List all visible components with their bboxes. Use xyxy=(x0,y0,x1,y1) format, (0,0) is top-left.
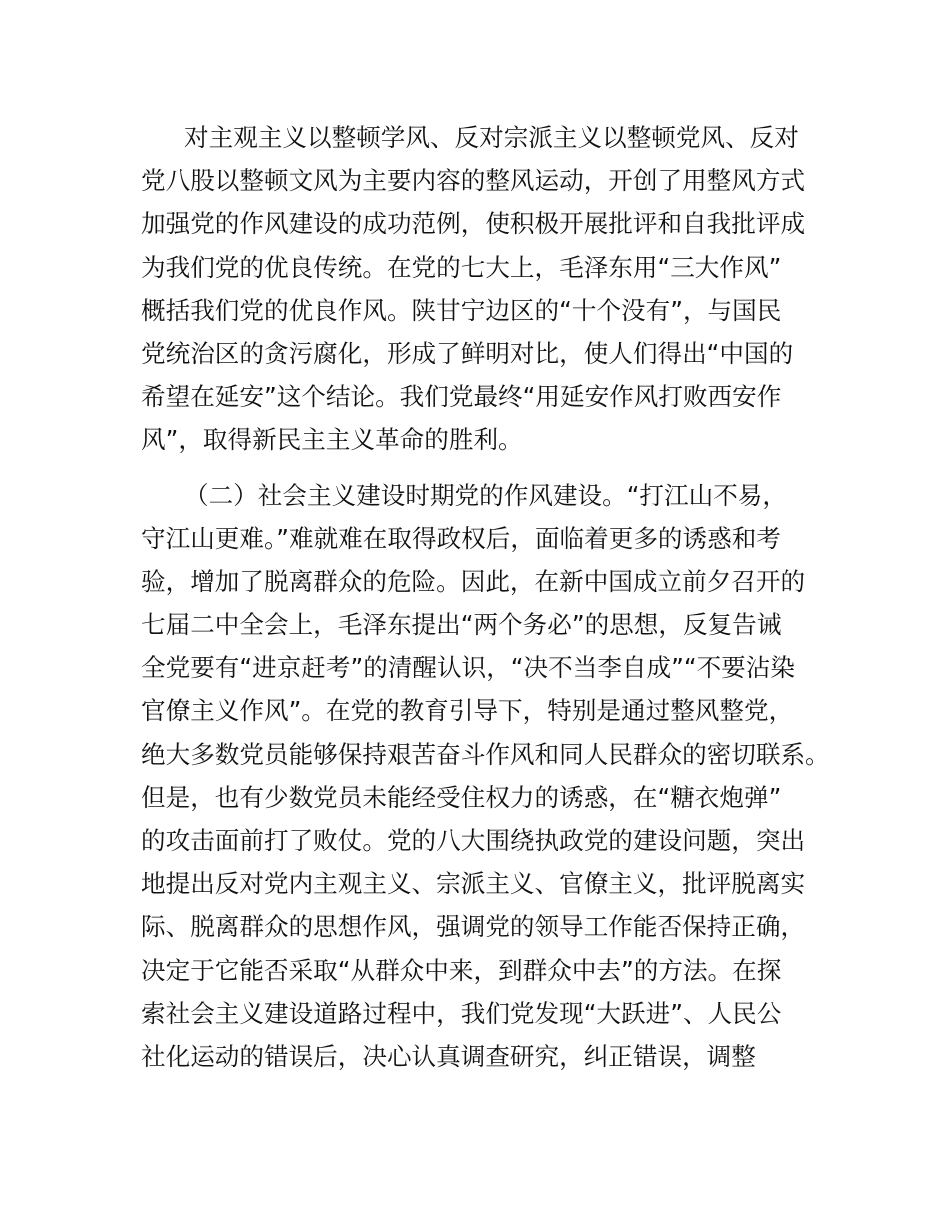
paragraph-line: 加强党的作风建设的成功范例，使积极开展批评和自我批评成 xyxy=(141,209,806,239)
paragraph-2 xyxy=(141,474,841,1079)
paragraph-line: 际、脱离群众的思想作风，强调党的领导工作能否保持正确， xyxy=(141,912,806,942)
paragraph-line: 守江山更难。”难就难在取得政权后，面临着更多的诱惑和考 xyxy=(141,523,781,553)
paragraph-line: （二）社会主义建设时期党的作风建设。“打江山不易， xyxy=(184,480,787,510)
paragraph-line: 的攻击面前打了败仗。党的八大围绕执政党的建设问题，突出 xyxy=(141,826,806,855)
paragraph-line: 希望在延安”这个结论。我们党最终“用延安作风打败西安作 xyxy=(141,382,782,412)
paragraph-line: 对主观主义以整顿学风、反对宗派主义以整顿党风、反对 xyxy=(184,123,799,152)
paragraph-1 xyxy=(141,116,841,462)
paragraph-gap xyxy=(141,462,841,474)
paragraph-line: 概括我们党的优良作风。陕甘宁边区的“十个没有”，与国民 xyxy=(141,295,782,325)
body-text xyxy=(141,116,841,1078)
paragraph-line: 党八股以整顿文风为主要内容的整风运动，开创了用整风方式 xyxy=(141,166,806,196)
paragraph-line: 党统治区的贪污腐化，形成了鲜明对比，使人们得出“中国的 xyxy=(141,338,794,368)
paragraph-line: 索社会主义建设道路过程中，我们党发现“大跃进”、人民公 xyxy=(141,998,782,1028)
paragraph-line: 全党要有“进京赶考”的清醒认识，“决不当李自成”“不要沾染 xyxy=(141,653,795,683)
paragraph-line: 官僚主义作风”。在党的教育引导下，特别是通过整风整党， xyxy=(141,696,794,726)
paragraph-line: 决定于它能否采取“从群众中来，到群众中去”的方法。在探 xyxy=(141,955,782,985)
paragraph-line: 但是，也有少数党员未能经受住权力的诱惑，在“糖衣炮弹” xyxy=(141,782,782,812)
paragraph-line: 风”，取得新民主主义革命的胜利。 xyxy=(141,425,523,455)
paragraph-line: 为我们党的优良传统。在党的七大上，毛泽东用“三大作风” xyxy=(141,252,782,282)
paragraph-line: 地提出反对党内主观主义、宗派主义、官僚主义，批评脱离实 xyxy=(141,869,806,899)
paragraph-line: 社化运动的错误后，决心认真调查研究，纠正错误，调整 xyxy=(141,1041,756,1071)
paragraph-line: 七届二中全会上，毛泽东提出“两个务必”的思想，反复告诫 xyxy=(141,610,782,640)
paragraph-line: 绝大多数党员能够保持艰苦奋斗作风和同人民群众的密切联系。 xyxy=(141,739,830,769)
paragraph-line: 验，增加了脱离群众的危险。因此，在新中国成立前夕召开的 xyxy=(141,566,806,596)
